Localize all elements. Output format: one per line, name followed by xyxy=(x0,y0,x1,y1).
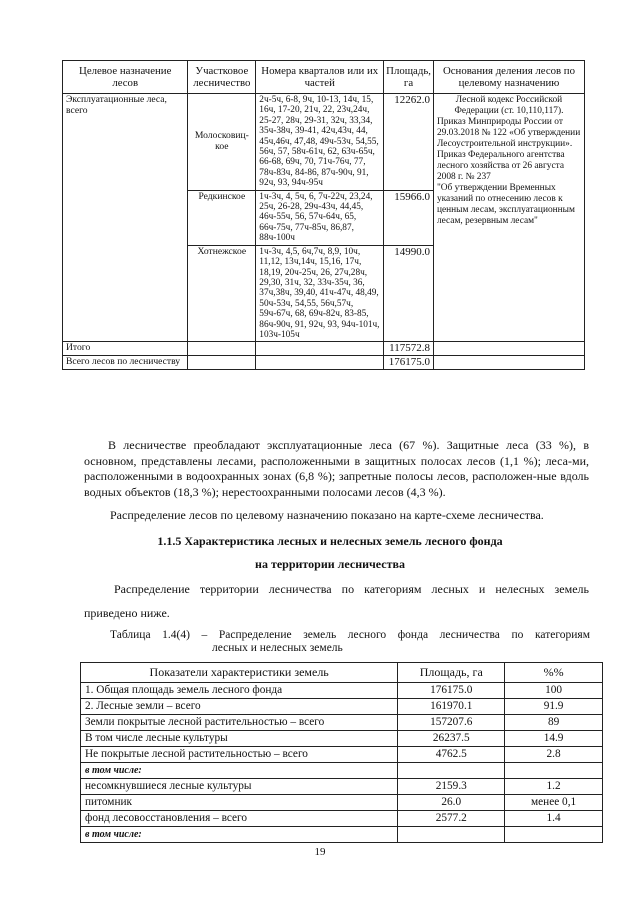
section-heading-line2: на территории лесничества xyxy=(255,557,405,571)
percent-cell: 1.2 xyxy=(505,779,603,795)
table-row xyxy=(81,811,603,827)
land-categories-table xyxy=(80,662,603,843)
percent-cell: 89 xyxy=(505,715,603,731)
basis-order-122: Приказ Минприроды России от 29.03.2018 № 122 «Об утверждении Лесоустроительной инструкции». xyxy=(436,117,581,149)
percent-cell: 100 xyxy=(505,683,603,699)
table2-header-row xyxy=(81,663,603,683)
indicator-cell: 1. Общая площадь земель лесного фонда xyxy=(81,683,398,699)
forest-purpose-table xyxy=(62,60,585,370)
table1-header-purpose: Целевое назначение лесов xyxy=(63,61,188,94)
percent-cell: 1.4 xyxy=(505,811,603,827)
table1-header-basis: Основания деления лесов по целевому назначению xyxy=(433,61,584,94)
area-cell: 26.0 xyxy=(398,795,505,811)
table1-header-row xyxy=(63,61,585,94)
indicator-cell: питомник xyxy=(81,795,398,811)
paragraph-map-note: Распределение лесов по целевому назначению показано на карте-схеме лесничества. xyxy=(110,508,544,522)
paragraph-distribution-intro-line2: приведено ниже. xyxy=(84,606,170,620)
indicator-cell: в том числе: xyxy=(81,827,398,843)
indicator-cell: фонд лесовосстановления – всего xyxy=(81,811,398,827)
table-caption: Таблица 1.4(4) – Распределение земель лесного фонда лесничества по категориям xyxy=(110,629,590,641)
percent-cell xyxy=(505,763,603,779)
indicator-cell: 2. Лесные земли – всего xyxy=(81,699,398,715)
table2-header-percent: %% xyxy=(505,663,603,683)
indicator-cell: Земли покрытые лесной растительностью – всего xyxy=(81,715,398,731)
table-row xyxy=(81,763,603,779)
table-row xyxy=(81,731,603,747)
area-cell xyxy=(398,827,505,843)
table-row xyxy=(81,795,603,811)
indicator-cell: несомкнувшиеся лесные культуры xyxy=(81,779,398,795)
forestry-cell: Хотнежское xyxy=(188,245,256,342)
area-cell: 161970.1 xyxy=(398,699,505,715)
table2-header-indicator: Показатели характеристики земель xyxy=(81,663,398,683)
table-row xyxy=(81,747,603,763)
paragraph-forest-shares: В лесничестве преобладают эксплуатационные леса (67 %). Защитные леса (33 %), в основном, представлены лесами, расположенными в защитных полосах лесов (1,1 %); леса-ми, расположенными в водоохранных зонах (6,8 %); запретные полосы лесов, расположен-ные вдоль водных объектов (18,3 %); нерестоохранными полосами лесов (4,3 %). xyxy=(84,438,589,499)
basis-forest-code: Лесной кодекс Российской Федерации (ст. 10,110,117). xyxy=(454,95,564,116)
quarters-cell: 2ч-5ч, 6-8, 9ч, 10-13, 14ч, 15, 16ч, 17-20, 21ч, 22, 23ч,24ч, 25-27, 28ч, 29-31, 32ч, 33,34, 35ч-38ч, 39-41, 42ч,43ч, 44, 45ч,46ч, 47,48, 49ч-53ч, 54,55, 56ч, 57, 58ч-61ч, 62, 63ч-65ч, 66-68, 69ч, 70, 71ч-76ч, 77, 78ч-83ч, 84-86, 87ч-90ч, 91, 92ч, 93, 94ч-95ч xyxy=(256,94,384,191)
basis-cell xyxy=(433,94,584,342)
table-row xyxy=(81,683,603,699)
table1-all-row xyxy=(63,356,585,370)
area-cell xyxy=(398,763,505,779)
indicator-cell: в том числе: xyxy=(81,763,398,779)
table1-header-quarters: Номера кварталов или их частей xyxy=(256,61,384,94)
quarters-cell: 1ч-3ч, 4, 5ч, 6, 7ч-22ч, 23,24, 25ч, 26-28, 29ч-43ч, 44,45, 46ч-55ч, 56, 57ч-64ч, 65, 66ч-75ч, 77ч-85ч, 86,87, 88ч-100ч xyxy=(256,190,384,245)
table2-header-area: Площадь, га xyxy=(398,663,505,683)
percent-cell xyxy=(505,827,603,843)
table-caption-line2: лесных и нелесных земель xyxy=(212,642,343,654)
table-row xyxy=(63,94,585,191)
table-row xyxy=(81,715,603,731)
area-cell: 15966.0 xyxy=(384,190,434,245)
percent-cell: менее 0,1 xyxy=(505,795,603,811)
section-heading: 1.1.5 Характеристика лесных и нелесных земель лесного фонда xyxy=(157,534,503,548)
page-number: 19 xyxy=(314,846,326,858)
area-cell: 12262.0 xyxy=(384,94,434,191)
table-row xyxy=(81,827,603,843)
table-row xyxy=(81,779,603,795)
total-label: Итого xyxy=(63,342,188,356)
paragraph-distribution-intro: Распределение территории лесничества по категориям лесных и нелесных земель xyxy=(114,582,589,596)
basis-order-title: "Об утверждении Временных указаний по отнесению лесов к ценным лесам, эксплуатационным лесам, резервным лесам" xyxy=(436,183,575,226)
area-cell: 2159.3 xyxy=(398,779,505,795)
forestry-cell: Молосковиц-кое xyxy=(188,94,256,191)
table1-header-area: Площадь, га xyxy=(384,61,434,94)
percent-cell: 91.9 xyxy=(505,699,603,715)
area-cell: 14990.0 xyxy=(384,245,434,342)
area-cell: 4762.5 xyxy=(398,747,505,763)
all-forests-label: Всего лесов по лесничеству xyxy=(63,356,188,370)
indicator-cell: Не покрытые лесной растительностью – всего xyxy=(81,747,398,763)
percent-cell: 2.8 xyxy=(505,747,603,763)
basis-order-237: Приказ Федерального агентства лесного хозяйства от 26 августа 2008 г. № 237 xyxy=(436,150,565,182)
all-forests-area: 176175.0 xyxy=(384,356,434,370)
area-cell: 2577.2 xyxy=(398,811,505,827)
table1-total-row xyxy=(63,342,585,356)
area-cell: 157207.6 xyxy=(398,715,505,731)
table1-header-forestry: Участковое лесничество xyxy=(188,61,256,94)
percent-cell: 14.9 xyxy=(505,731,603,747)
area-cell: 176175.0 xyxy=(398,683,505,699)
table-row xyxy=(81,699,603,715)
forestry-cell: Редкинское xyxy=(188,190,256,245)
purpose-cell: Эксплуатационные леса, всего xyxy=(63,94,188,342)
total-area: 117572.8 xyxy=(384,342,434,356)
quarters-cell: 1ч-3ч, 4,5, 6ч,7ч, 8,9, 10ч, 11,12, 13ч,14ч, 15,16, 17ч, 18,19, 20ч-25ч, 26, 27ч,28ч, 29,30, 31ч, 32, 33ч-35ч, 36, 37ч,38ч, 39,40, 41ч-47ч, 48,49, 50ч-53ч, 54,55, 56ч,57ч, 59ч-67ч, 68, 69ч-82ч, 83-85, 86ч-90ч, 91, 92ч, 93, 94ч-101ч, 103ч-105ч xyxy=(256,245,384,342)
area-cell: 26237.5 xyxy=(398,731,505,747)
indicator-cell: В том числе лесные культуры xyxy=(81,731,398,747)
